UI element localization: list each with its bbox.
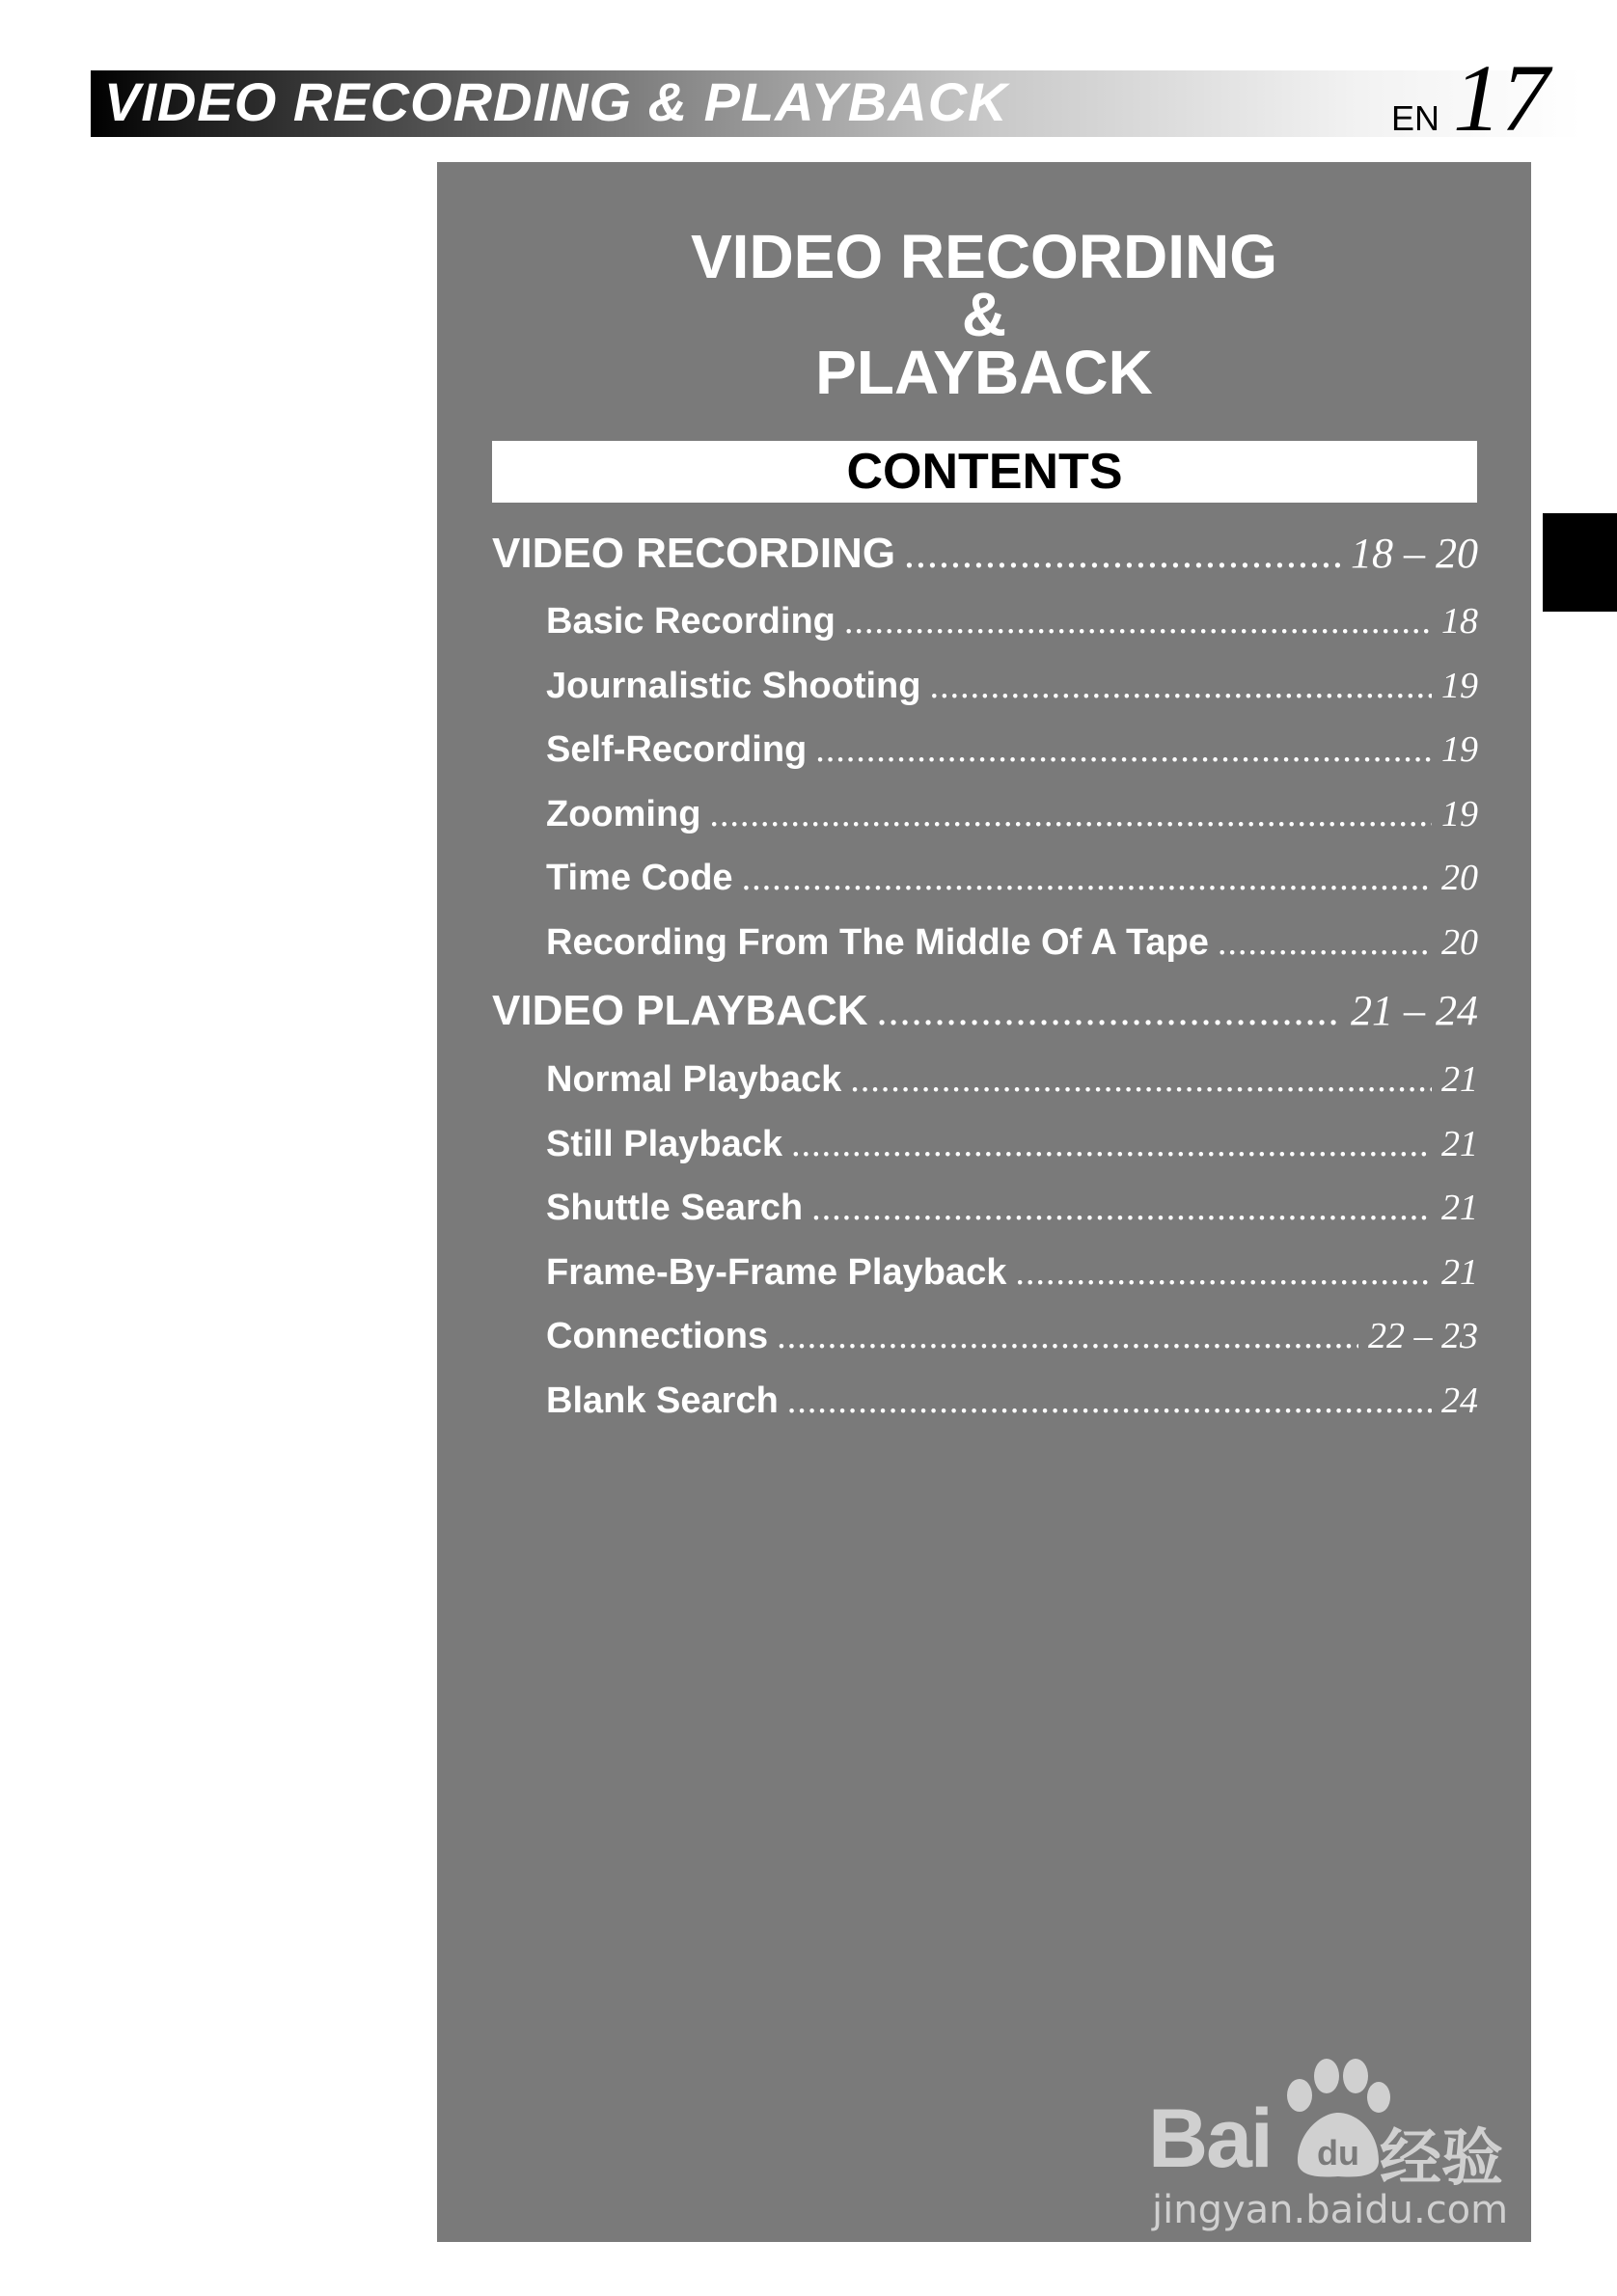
toc-leader-dots [851,1058,1432,1101]
section-title-line1: VIDEO RECORDING [690,222,1278,291]
toc-entry[interactable] [546,728,1478,771]
contents-heading: CONTENTS [492,441,1477,503]
toc-entry-label: Basic Recording [546,601,836,642]
toc-entry-pages: 20 [1441,858,1478,898]
toc-entry-label: Journalistic Shooting [546,666,921,706]
toc-entry-pages: 19 [1441,729,1478,770]
toc-leader-dots [905,529,1341,578]
toc-entry-label: Blank Search [546,1380,779,1421]
toc-entry-pages: 21 [1441,1252,1478,1293]
toc-leader-dots [1016,1251,1432,1294]
toc-entry-label: Still Playback [546,1124,783,1164]
toc-entry-label: Normal Playback [546,1059,842,1100]
toc-entry-label: Frame-By-Frame Playback [546,1252,1007,1293]
toc-entry[interactable] [546,1058,1478,1101]
header-language: EN [1391,98,1440,138]
toc-entry-label: VIDEO RECORDING [492,530,896,577]
toc-entry[interactable] [546,1187,1478,1229]
toc-entry-label: Self-Recording [546,729,808,770]
header-title: VIDEO RECORDING & PLAYBACK [104,71,1008,132]
page-number: 17 [1453,44,1549,151]
paw-logo-icon [1278,2055,1394,2180]
toc-entry-pages: 20 [1441,922,1478,963]
toc-leader-dots [710,793,1432,835]
toc-leader-dots [816,728,1432,771]
toc-leader-dots [812,1187,1432,1229]
watermark-cn-text: 经验 [1380,2123,1503,2195]
toc-entry-label: VIDEO PLAYBACK [492,987,868,1034]
toc-entry-pages: 21 [1441,1124,1478,1164]
toc-entry[interactable] [546,793,1478,835]
toc-entry-pages: 21 [1441,1188,1478,1228]
toc-leader-dots [878,986,1341,1035]
toc-entry[interactable] [546,1123,1478,1165]
toc-entry-pages: 22 – 23 [1368,1316,1478,1356]
section-title [437,222,1531,407]
toc-leader-dots [743,857,1432,899]
watermark-brand-mark: du [1317,2133,1359,2173]
section-title-line3: PLAYBACK [815,338,1153,407]
toc-entry[interactable] [546,857,1478,899]
toc-leader-dots [845,600,1432,642]
toc-entry-pages: 19 [1441,666,1478,706]
toc-entry-pages: 18 [1441,601,1478,642]
toc-entry[interactable] [546,1315,1478,1357]
toc-entry-label: Connections [546,1316,769,1356]
toc-entry-label: Time Code [546,858,733,898]
toc-entry[interactable] [546,1251,1478,1294]
watermark-brand: Bai [1148,2092,1272,2185]
baidu-watermark [1148,2055,1534,2238]
toc-entry-label: Zooming [546,794,701,834]
toc-entry[interactable] [492,529,1478,578]
section-tab-marker [1543,513,1617,612]
toc-entry[interactable] [492,986,1478,1035]
toc-entry[interactable] [546,1380,1478,1422]
toc-entry[interactable] [546,600,1478,642]
section-title-line2: & [961,280,1007,349]
toc-leader-dots [930,665,1432,707]
toc-entry-pages: 18 – 20 [1351,530,1478,577]
toc-entry-pages: 21 – 24 [1351,987,1478,1034]
toc-entry-label: Shuttle Search [546,1188,804,1228]
toc-leader-dots [778,1315,1358,1357]
toc-leader-dots [788,1380,1432,1422]
toc-entry-pages: 24 [1441,1380,1478,1421]
toc-entry-pages: 19 [1441,794,1478,834]
watermark-url: jingyan.baidu.com [1152,2188,1509,2232]
toc-entry[interactable] [546,921,1478,964]
toc-entry[interactable] [546,665,1478,707]
toc-entry-label: Recording From The Middle Of A Tape [546,922,1209,963]
toc-leader-dots [1219,921,1432,964]
toc-leader-dots [792,1123,1432,1165]
toc-entry-pages: 21 [1441,1059,1478,1100]
